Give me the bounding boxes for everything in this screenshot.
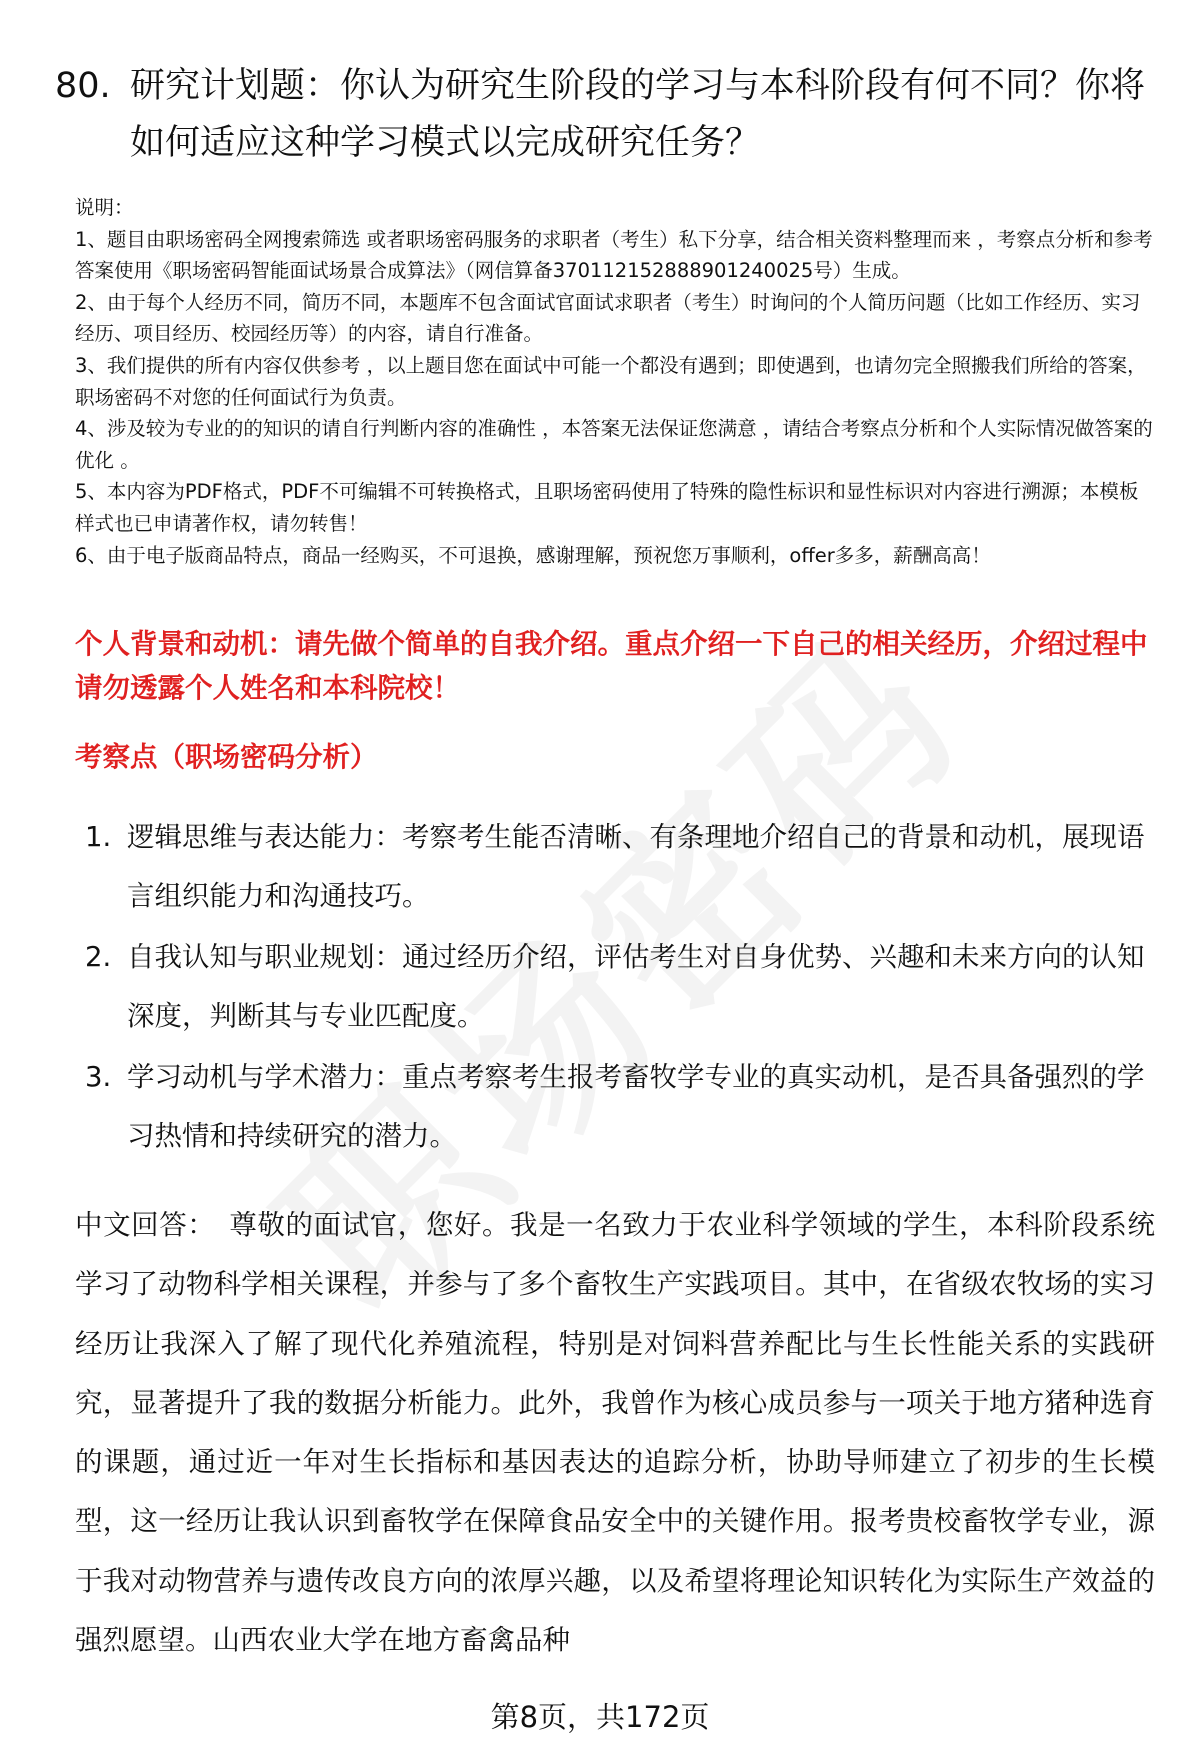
notes-heading: 说明： xyxy=(75,196,134,219)
evaluation-item-text: 自我认知与职业规划：通过经历介绍，评估考生对自身优势、兴趣和未来方向的认知深度，判断其与专业匹配度。 xyxy=(127,941,1145,1032)
notes-item: 5、本内容为PDF格式，PDF不可编辑不可转换格式，且职场密码使用了特殊的隐性标识和显性标识对内容进行溯源；本模板样式也已申请著作权，请勿转售！ xyxy=(75,480,1139,535)
evaluation-item-number: 3. xyxy=(85,1061,112,1093)
evaluation-item xyxy=(85,1048,1155,1166)
evaluation-item-number: 1. xyxy=(85,821,112,853)
evaluation-list xyxy=(85,808,1155,1168)
page-footer: 第8页，共172页 xyxy=(490,1700,710,1734)
answer-label: 中文回答： xyxy=(75,1209,216,1241)
evaluation-heading: 考察点（职场密码分析） xyxy=(75,741,378,773)
notes-item: 3、我们提供的所有内容仅供参考 ，以上题目您在面试中可能一个都没有遇到；即使遇到，也请勿完全照搬我们所给的答案，职场密码不对您的任何面试行为负责。 xyxy=(75,353,1147,409)
evaluation-item-text: 学习动机与学术潜力：重点考察考生报考畜牧学专业的真实动机，是否具备强烈的学习热情和持续研究的潜力。 xyxy=(127,1061,1145,1152)
notes-item: 4、涉及较为专业的的知识的请自行判断内容的准确性 ，本答案无法保证您满意 ，请结合考察点分析和个人实际情况做答案的优化 。 xyxy=(75,417,1153,472)
notes-item: 2、由于每个人经历不同，简历不同，本题库不包含面试官面试求职者（考生）时询问的个人简历问题（比如工作经历、实习经历、项目经历、校园经历等）的内容，请自行准备。 xyxy=(75,290,1141,346)
question-number: 80. xyxy=(55,66,111,106)
evaluation-item-number: 2. xyxy=(85,941,112,973)
question-text: 研究计划题：你认为研究生阶段的学习与本科阶段有何不同？你将如何适应这种学习模式以完成研究任务？ xyxy=(130,66,1146,163)
notes-item: 6、由于电子版商品特点，商品一经购买，不可退换，感谢理解，预祝您万事顺利，offer多多，薪酬高高！ xyxy=(75,543,991,567)
answer-section xyxy=(75,1196,1155,1670)
evaluation-item-text: 逻辑思维与表达能力：考察考生能否清晰、有条理地介绍自己的背景和动机，展现语言组织能力和沟通技巧。 xyxy=(127,821,1145,912)
question-title xyxy=(55,58,1145,172)
evaluation-item xyxy=(85,928,1155,1046)
evaluation-item xyxy=(85,808,1155,926)
background-question: 个人背景和动机：请先做个简单的自我介绍。重点介绍一下自己的相关经历，介绍过程中请勿透露个人姓名和本科院校！ xyxy=(75,628,1148,704)
notes-section xyxy=(75,192,1155,571)
answer-text: 尊敬的面试官，您好。我是一名致力于农业科学领域的学生，本科阶段系统学习了动物科学相关课程，并参与了多个畜牧生产实践项目。其中，在省级农牧场的实习经历让我深入了解了现代化养殖流程，特别是对饲料营养配比与生长性能关系的实践研究，显著提升了我的数据分析能力。此外，我曾作为核心成员参与一项关于地方猪种选育的课题，通过近一年对生长指标和基因表达的追踪分析，协助导师建立了初步的生长模型，这一经历让我认识到畜牧学在保障食品安全中的关键作用。报考贵校畜牧学专业，源于我对动物营养与遗传改良方向的浓厚兴趣，以及希望将理论知识转化为实际生产效益的强烈愿望。山西农业大学在地方畜禽品种 xyxy=(75,1209,1156,1657)
notes-item: 1、题目由职场密码全网搜索筛选 或者职场密码服务的求职者（考生）私下分享，结合相关资料整理而来 ，考察点分析和参考答案使用《职场密码智能面试场景合成算法》（网信算备370112152888901240025号）生成。 xyxy=(75,227,1153,283)
